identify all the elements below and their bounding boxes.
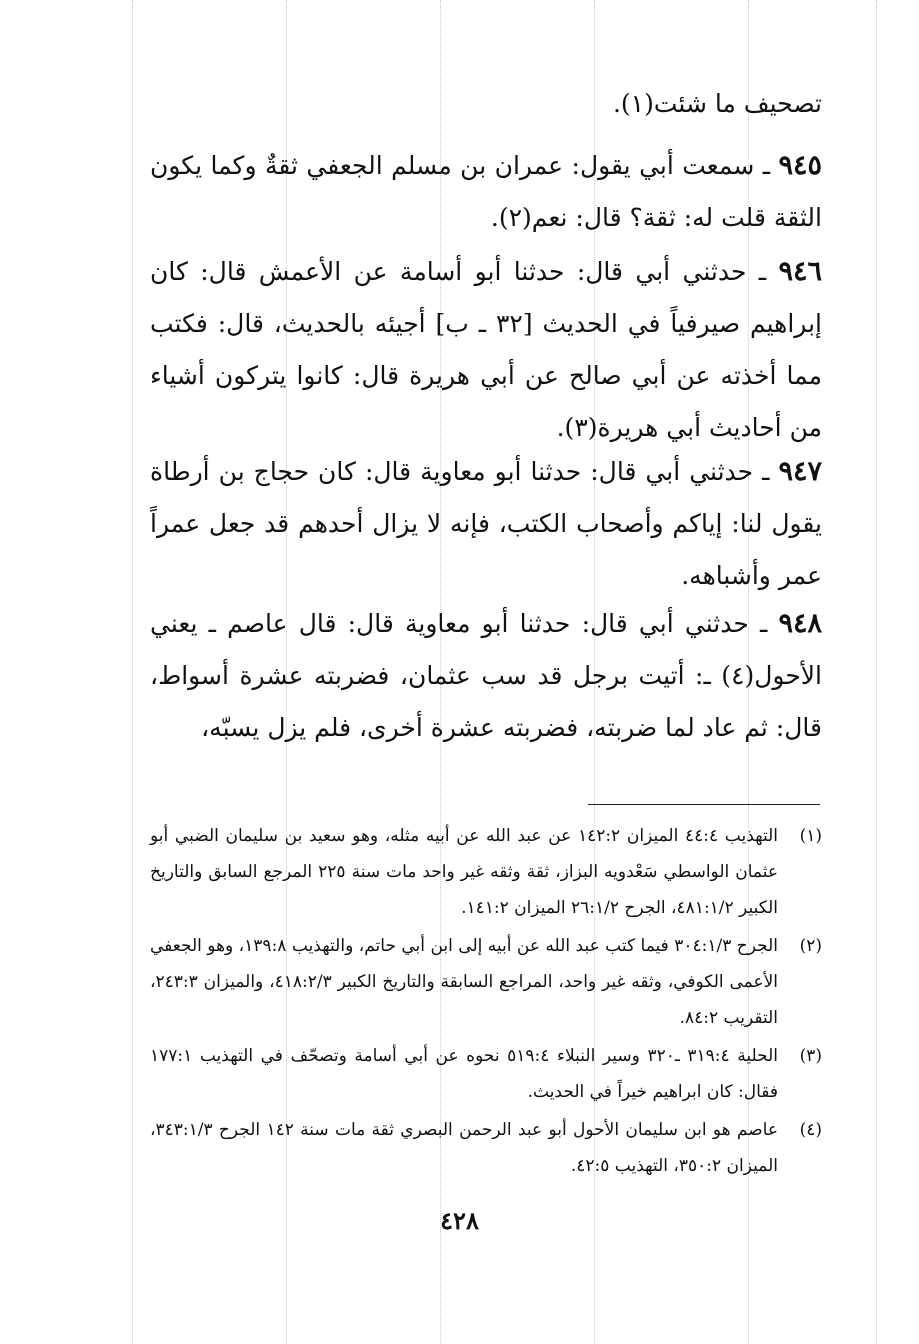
footnote-number: (١): [799, 826, 822, 846]
narration-945: [150, 140, 822, 244]
footnote-text: الجرح ٣٠٤:١/٣ فيما كتب عبد الله عن أبيه إلى ابن أبي حاتم، والتهذيب ١٣٩:٨، وهو الجعفي الأعمى الكوفي، وثقه غير واحد، المراجع السابقة والتاريخ الكبير ٤١٨:٢/٣، والميزان ٢٤٣:٣، التقريب ٨٤:٢.: [150, 936, 779, 1028]
narration-946: [150, 246, 822, 454]
narration-text: ـ حدثني أبي قال: حدثنا أبو أسامة عن الأعمش قال: كان إبراهيم صيرفياً في الحديث [٣٢ ـ ب] أجيئه بالحديث، قال: فكتب مما أخذته عن أبي صالح عن أبي هريرة قال: كانوا يتركون أشياء من أحاديث أبي هريرة(٣).: [150, 257, 822, 442]
scan-guide-line: [876, 0, 877, 1344]
footnote-separator: [588, 804, 820, 805]
narration-948: [150, 598, 822, 754]
footnote-text: عاصم هو ابن سليمان الأحول أبو عبد الرحمن البصري ثقة مات سنة ١٤٢ الجرح ٣٤٣:١/٣، الميزان ٣٥٠:٢، التهذيب ٤٢:٥.: [150, 1120, 778, 1176]
narration-number: ٩٤٧: [778, 456, 822, 487]
footnote-number: (٢): [799, 936, 822, 956]
footnote-number: (٤): [799, 1120, 822, 1140]
footnote-4: [150, 1112, 822, 1184]
footnote-3: [150, 1038, 822, 1110]
narration-947: [150, 446, 822, 602]
footnotes: [150, 818, 822, 1186]
footnote-text: التهذيب ٤٤:٤ الميزان ١٤٢:٢ عن عبد الله عن أبيه مثله، وهو سعيد بن سليمان الضبي أبو عثمان الواسطي سَعْدويه البزاز، ثقة وثقه غير واحد مات سنة ٢٢٥ المرجع السابق والتاريخ الكبير ٤٨١:١/٢، الجرح ٢٦:١/٢ الميزان ١٤١:٢.: [150, 826, 778, 918]
narration-number: ٩٤٥: [778, 150, 822, 181]
footnote-1: [150, 818, 822, 926]
narration-text: ـ سمعت أبي يقول: عمران بن مسلم الجعفي ثقةٌ وكما يكون الثقة قلت له: ثقة؟ قال: نعم(٢).: [150, 151, 822, 232]
narration-text: ـ حدثني أبي قال: حدثنا أبو معاوية قال: قال عاصم ـ يعني الأحول(٤) ـ: أتيت برجل قد سب عثمان، فضربته عشرة أسواط، قال: ثم عاد لما ضربته، فضربته عشرة أخرى، فلم يزل يسبّه،: [150, 609, 822, 742]
narration-text: ـ حدثني أبي قال: حدثنا أبو معاوية قال: كان حجاج بن أرطاة يقول لنا: إياكم وأصحاب الكتب، فإنه لا يزال أحدهم قد جعل عمراً عمر وأشباهه.: [150, 457, 822, 590]
narration-number: ٩٤٦: [778, 256, 822, 287]
page-number: ٤٢٨: [440, 1206, 479, 1235]
scan-guide-line: [132, 0, 133, 1344]
footnote-2: [150, 928, 822, 1036]
footnote-number: (٣): [799, 1046, 822, 1066]
paragraph-continuation: [150, 78, 822, 130]
footnote-text: الحلية ٣١٩:٤ ـ٣٢٠ وسير النبلاء ٥١٩:٤ نحوه عن أبي أسامة وتصحّف في التهذيب ١٧٧:١ فقال: كان ابراهيم خيراً في الحديث.: [150, 1046, 779, 1102]
narration-number: ٩٤٨: [778, 608, 822, 639]
paragraph-text: تصحيف ما شئت(١).: [612, 89, 822, 118]
